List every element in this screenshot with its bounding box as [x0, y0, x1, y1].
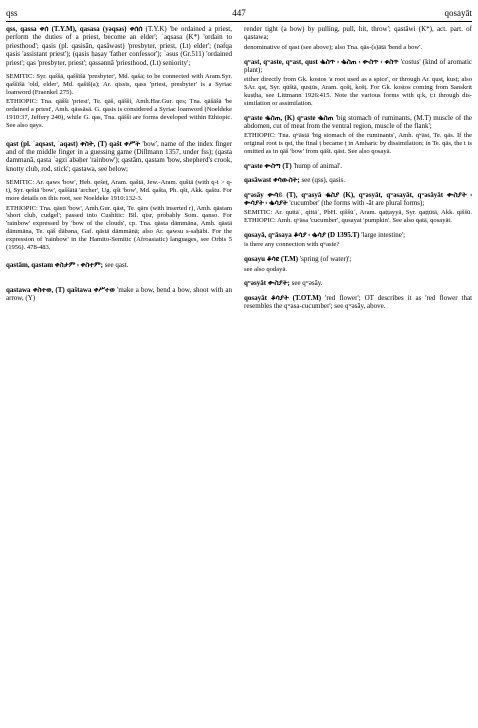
entry-definition: (T.Y.K) 'be ordained a priest, perform the duties of a priest, become an elder';	[6, 25, 233, 42]
entry-subhead: ʾaqsasa (K*) 'ordain to priesthood';	[6, 33, 233, 50]
entry-headword: qosayu ቆሳዩ (T.M)	[244, 255, 299, 264]
entry-continuation: render tight (a bow) by pulling, pull, hit, throw'; qastāwi (K*), act. part. of qastawa;	[244, 25, 472, 42]
header-right-guide-word: qosayāt	[444, 8, 472, 18]
page-number: 447	[232, 8, 246, 18]
ethiopic-note-qss: ETHIOPIC: Tna. qäšši 'priest', Te. qäš, qäšši, Amh.Har.Gur. qes; Tna. qäšäšä 'be ordained a priest', Amh. qässäsä. G. qasis is considered a Syriac loanword (Noeldeke 1910:37, Jeffery 240), while G. qas, Tna. qäšši are forms developed within Ethiopic. See also qays.	[6, 98, 232, 129]
ethiopic-note-qast: ETHIOPIC: Tna. qästi 'bow', Amh.Gur. qäst, Te. qärs (with inserted r), Amh. qästam 'short club, cudgel'; passed into Cushitic: Bil. qisr, probably Som. qanso. For 'rainbow' expressed by 'bow of the clouds', cp. Tna. qästa dämmäna, Amh. qästä dämmäna, Te. qäš däbəna, Gaf. qästä dämmänä; also Ar. qawsu s-saḥābi. For the expression of 'rainbow' in the Hamito-Semitic (Afroasiatic) languages, see Orbis 5 (1956). 478-483.	[6, 204, 232, 251]
entry-qosayu	[244, 255, 472, 273]
entry-qastawa-continued	[244, 25, 472, 52]
entry-qast	[6, 140, 232, 174]
entry-definition: 'large intestine';	[361, 231, 406, 240]
entry-definition: 'cucumber' (the forms with -āt are plural forms);	[289, 199, 425, 208]
entry-note: either directly from Gk. kostos 'a root used as a spice', or through Ar. qusṭ, kusṭ; also SAr. qsṭ, Syr. qūštā, qusṭūs, Aram. qošṭ, košṭ. For Gk. kostos coming from Sanskrit kuṣṭha, see Littmann 1926:415. Note the various forms with q:k, ṭ:t through dis-similation or assimilation.	[244, 76, 472, 107]
entry-headword: qastawa ቀስተወ, (T) qaštawa ቀሥተወ	[6, 285, 115, 294]
right-column	[244, 25, 472, 317]
entry-qastawa	[6, 286, 232, 303]
entry-headword: qʷast, qʷaste, qʷast, qust ቈስጥ ፡ ቈስጠ ፡ ቍስጥ ፡ ቁስጥ	[244, 57, 399, 66]
entry-qosay	[244, 191, 472, 225]
entry-headword: qast (pl. ʾaqsəst, ʾaqəst) ቀስት, (T) qašt ቀሥት	[6, 139, 141, 148]
entry-subdef: qasis (pl. qasisān, qasāwəst) 'presbyter, priest, (Lt) elder';	[41, 41, 212, 50]
header-rule	[6, 21, 472, 22]
entry-headword: qosayāt ቆሳያት (T.OT.M)	[244, 293, 322, 302]
entry-definition: 'costus' (kind of aromatic plant);	[244, 57, 473, 75]
entry-definition: 'make a bow, bend a bow, shoot with an arrow, (Y)	[6, 285, 232, 303]
entry-headword: qss, qassa ቀሰ (T.Y.M), qasasa (yəqsəs) ቀሰሰ	[6, 25, 143, 33]
entry-definition: see (qss), qasis.	[301, 176, 345, 185]
entry-subdef-2: (qasis ḥaṣay 'father confessor'); ʾəsus (Gr.511) 'ordained priest'; qas 'presbyter, priest'; qəssənnā 'priesthood, (Lt) seniority';	[6, 50, 232, 67]
entry-definition: 'spring (of water)';	[299, 255, 352, 264]
entry-qaste-stomach	[244, 114, 472, 156]
entry-qosaya	[244, 231, 472, 249]
entry-definition: 'red flower'; OT describes it as 'red flower that resembles the qʷasa-cucumber'; see qʷəsāy, above.	[244, 293, 473, 311]
entry-qast-costus	[244, 58, 472, 108]
entry-qss	[6, 25, 232, 67]
entry-qasyat	[244, 279, 472, 287]
entry-headword: qʷaste ቈስጠ, (K) qʷaste ቈስጠ	[244, 113, 334, 122]
entry-headword: qosayā, qʷāsaya ቆሳያ ፡ ቈሳያ (D 1395.T)	[244, 231, 360, 240]
entry-note: see also qodayā.	[244, 265, 288, 273]
entry-definition: see qast.	[104, 261, 129, 270]
header-left-guide-word: qss	[6, 8, 18, 18]
entry-qaste-hump	[244, 162, 472, 170]
semitic-note-qss: SEMITIC: Syr. qaššā, qaššīšā 'presbyter', Md. qaša; to be connected with Aram.Syr. qaššīšā 'old, elder', Md. qašiš(a); Ar. qissīs, qass 'priest, presbyter' is a Syriac loanword (Fraenkel 275).	[6, 73, 232, 96]
entry-qasawast	[244, 176, 472, 184]
entry-headword: qʷəsyāt ቍስያት;	[244, 279, 290, 288]
entry-note: SEMITIC: Ar. quttāʾ, qittāʾ, PbH. qiššūʾ, Aram. qaṭṭayyā, Syr. qaṭṭūtā, Akk. qiššū. ETHIOPIC: Amh. qʷäsa 'cucumber', qusayat 'pumpkin'. See also qatā, qosayāt.	[244, 209, 472, 225]
entry-note: denominative of qast (see above); also Tna. qäs-(s)ätä 'bend a bow'.	[244, 43, 423, 51]
entry-headword: qʷaste ቍስጣ (T)	[244, 161, 292, 170]
entry-qastam	[6, 261, 232, 269]
entry-subhead-2: (nəfqa qasis 'assistant priest');	[6, 41, 232, 59]
semitic-note-qast: SEMITIC: Ar. qaws 'bow', Heb. qešeṯ, Aram. qaštā, Jew.-Aram. quštā (with q-t > q-t), Syr. qeštā 'bow', qaššātā 'archer', Ug. qšt 'bow', Md. qašta, Ph. qšt, Akk. qaštu. For more details on this root, see Noeldeke 1910:132-3.	[6, 179, 232, 202]
left-column	[6, 25, 232, 309]
entry-definition: 'big stomach of ruminants, (M.T) muscle of the abdomen, cut of meat from the ventral region, muscle of the flank';	[244, 113, 473, 131]
page-header	[6, 6, 472, 20]
entry-headword: qasāwast ቀሳውስት;	[244, 176, 300, 185]
entry-headword: qastām, qastam ቀስታም ፡ ቀስተም;	[6, 261, 103, 270]
entry-qosayat	[244, 294, 472, 311]
entry-definition: 'hump of animal'.	[293, 161, 343, 170]
entry-note: ETHIOPIC: Tna. qʷästä 'big stomach of the ruminants', Amh. qʷäst, Te. qäs. If the original root is qst, the final ṭ became ṭ in Amharic by dissimilation; in Te. qäs, the t is omitted as in qäš 'bow' from qäšt. qäst. See also qosayā.	[244, 132, 472, 156]
entry-headword: qʷəsāy ቍሳይ (T), qʷasyā ቈስያ (K), qʷəsyāt, qʷəsayāt, qʷəsāyāt ቍስያት ፡ ቍሳያት ፡ ቈሳያት	[244, 190, 472, 208]
entry-note: is there any connection with qʷaste?	[244, 241, 340, 249]
entry-definition: see qʷəsāy.	[291, 279, 323, 288]
entry-definition: 'bow', name of the index finger and of the middle finger in a guessing game (Dillmann 1357, under fss); (qasta dammanā, qasta ʾəgziʾabəḥer 'rainbow'); qastām, qastam 'bow, shepherd's crook, knotty club, rod, stick'; qastawa, see below;	[6, 139, 232, 173]
